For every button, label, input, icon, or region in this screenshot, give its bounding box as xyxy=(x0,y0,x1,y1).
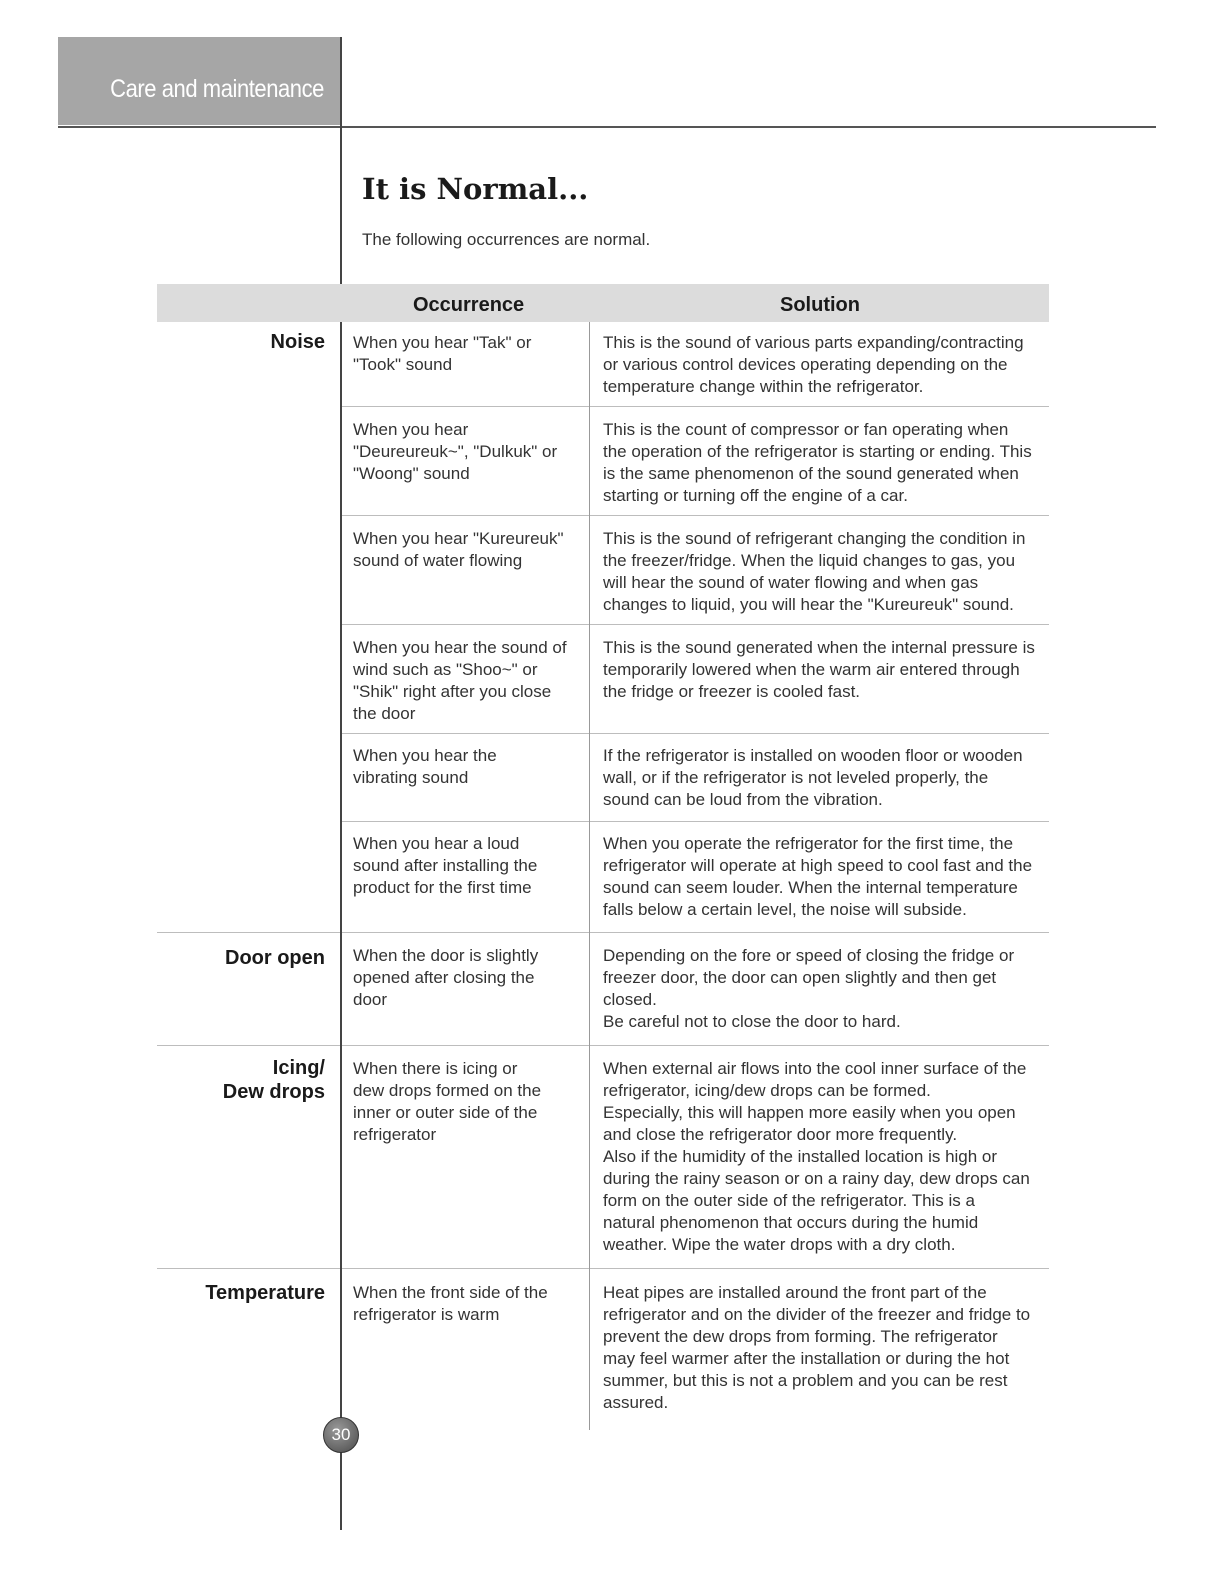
solution-line: form on the outer side of the refrigerator. This is a xyxy=(603,1191,975,1210)
occurrence-line: vibrating sound xyxy=(353,768,469,787)
page-number: 30 xyxy=(323,1417,359,1453)
solution-line: When external air flows into the cool inner surface of the xyxy=(603,1059,1027,1078)
solution-cell xyxy=(603,833,1053,921)
solution-line: Depending on the fore or speed of closing the fridge or xyxy=(603,946,1015,965)
row-separator xyxy=(342,1045,589,1046)
occurrence-cell xyxy=(353,332,583,376)
solution-line: When you operate the refrigerator for the first time, the xyxy=(603,834,1014,853)
occurrence-line: When the front side of the xyxy=(353,1283,548,1302)
category-separator xyxy=(157,932,340,933)
column-header-occurrence: Occurrence xyxy=(413,294,525,316)
solution-line: weather. Wipe the water drops with a dry cloth. xyxy=(603,1235,956,1254)
occurrence-line: door xyxy=(353,990,388,1009)
solution-line: and close the refrigerator door more frequently. xyxy=(603,1125,958,1144)
solution-line: closed. xyxy=(603,990,657,1009)
occurrence-line: the door xyxy=(353,704,416,723)
row-separator xyxy=(342,733,589,734)
occurrence-cell xyxy=(353,419,583,485)
occurrence-line: "Shik" right after you close xyxy=(353,682,552,701)
occurrence-line: "Took" sound xyxy=(353,355,453,374)
solution-line: will hear the sound of water flowing and when gas xyxy=(603,573,979,592)
occurrence-line: "Deureureuk~", "Dulkuk" or xyxy=(353,442,558,461)
column-header-solution: Solution xyxy=(780,294,860,316)
margin-rule xyxy=(340,37,342,1530)
solution-line: starting or turning off the engine of a car. xyxy=(603,486,908,505)
column-divider xyxy=(589,322,590,1430)
solution-cell xyxy=(603,1058,1053,1256)
row-separator xyxy=(590,1045,1049,1046)
solution-line: sound can be loud from the vibration. xyxy=(603,790,883,809)
page-title: It is Normal... xyxy=(362,172,589,206)
solution-line: may feel warmer after the installation or during the hot xyxy=(603,1349,1010,1368)
occurrence-cell xyxy=(353,833,583,899)
solution-line: natural phenomenon that occurs during the humid xyxy=(603,1213,979,1232)
solution-line: sound can seem louder. When the internal temperature xyxy=(603,878,1018,897)
occurrence-line: When you hear a loud xyxy=(353,834,520,853)
solution-line: If the refrigerator is installed on wooden floor or wooden xyxy=(603,746,1023,765)
occurrence-line: refrigerator xyxy=(353,1125,437,1144)
row-separator xyxy=(590,932,1049,933)
occurrence-line: "Woong" sound xyxy=(353,464,470,483)
category-icing-line1: Icing/ xyxy=(272,1057,325,1079)
solution-line: the fridge or freezer is cooled fast. xyxy=(603,682,861,701)
solution-line: refrigerator and on the divider of the freezer and fridge to xyxy=(603,1305,1031,1324)
row-separator xyxy=(342,515,589,516)
solution-line: freezer door, the door can open slightly and then get xyxy=(603,968,997,987)
category-temperature: Temperature xyxy=(205,1282,325,1304)
row-separator xyxy=(590,1268,1049,1269)
solution-cell xyxy=(603,637,1053,703)
intro-text: The following occurrences are normal. xyxy=(362,230,651,249)
solution-line: changes to liquid, you will hear the "Kureureuk" sound. xyxy=(603,595,1014,614)
solution-line: Especially, this will happen more easily when you open xyxy=(603,1103,1016,1122)
row-separator xyxy=(590,733,1049,734)
solution-line: the freezer/fridge. When the liquid changes to gas, you xyxy=(603,551,1016,570)
category-separator xyxy=(157,1268,340,1269)
section-tab-label: Care and maintenance xyxy=(110,75,324,103)
row-separator xyxy=(590,624,1049,625)
occurrence-line: opened after closing the xyxy=(353,968,535,987)
solution-line: This is the count of compressor or fan operating when xyxy=(603,420,1009,439)
occurrence-line: When you hear xyxy=(353,420,469,439)
table-header xyxy=(157,284,1049,322)
solution-line: prevent the dew drops from forming. The refrigerator xyxy=(603,1327,998,1346)
solution-line: Be careful not to close the door to hard. xyxy=(603,1012,901,1031)
solution-line: This is the sound of refrigerant changing the condition in xyxy=(603,529,1026,548)
category-door-open: Door open xyxy=(225,947,325,969)
occurrence-line: sound of water flowing xyxy=(353,551,523,570)
section-tab xyxy=(58,37,340,125)
row-separator xyxy=(342,932,589,933)
occurrence-line: When the door is slightly xyxy=(353,946,539,965)
occurrence-line: When you hear "Tak" or xyxy=(353,333,532,352)
solution-line: is the same phenomenon of the sound generated when xyxy=(603,464,1019,483)
row-separator xyxy=(590,406,1049,407)
solution-line: assured. xyxy=(603,1393,669,1412)
occurrence-line: When there is icing or xyxy=(353,1059,518,1078)
occurrence-line: sound after installing the xyxy=(353,856,538,875)
solution-line: refrigerator will operate at high speed to cool fast and the xyxy=(603,856,1033,875)
solution-line: during the rainy season or on a rainy day, dew drops can xyxy=(603,1169,1030,1188)
occurrence-line: refrigerator is warm xyxy=(353,1305,500,1324)
solution-line: summer, but this is not a problem and you can be rest xyxy=(603,1371,1008,1390)
solution-cell xyxy=(603,745,1053,811)
solution-line: temperature change within the refrigerator. xyxy=(603,377,924,396)
occurrence-cell xyxy=(353,528,583,572)
solution-cell xyxy=(603,1282,1053,1414)
solution-line: Heat pipes are installed around the front part of the xyxy=(603,1283,987,1302)
solution-cell xyxy=(603,528,1053,616)
row-separator xyxy=(342,821,589,822)
category-icing-line2: Dew drops xyxy=(222,1081,325,1103)
occurrence-line: When you hear the xyxy=(353,746,497,765)
solution-cell xyxy=(603,419,1053,507)
category-noise: Noise xyxy=(270,331,325,353)
row-separator xyxy=(342,624,589,625)
row-separator xyxy=(590,821,1049,822)
occurrence-cell xyxy=(353,745,583,789)
occurrence-cell xyxy=(353,945,583,1011)
occurrence-line: inner or outer side of the xyxy=(353,1103,538,1122)
occurrence-line: When you hear "Kureureuk" xyxy=(353,529,564,548)
solution-line: Also if the humidity of the installed location is high or xyxy=(603,1147,998,1166)
row-separator xyxy=(590,515,1049,516)
header-rule xyxy=(58,126,1156,128)
solution-line: or various control devices operating depending on the xyxy=(603,355,1008,374)
row-separator xyxy=(342,1268,589,1269)
occurrence-line: product for the first time xyxy=(353,878,532,897)
occurrence-line: dew drops formed on the xyxy=(353,1081,542,1100)
occurrence-cell xyxy=(353,637,583,725)
solution-line: This is the sound generated when the internal pressure is xyxy=(603,638,1035,657)
category-separator xyxy=(157,1045,340,1046)
occurrence-line: When you hear the sound of xyxy=(353,638,567,657)
category-icing xyxy=(223,1056,325,1104)
solution-line: refrigerator, icing/dew drops can be formed. xyxy=(603,1081,931,1100)
occurrence-cell xyxy=(353,1282,583,1326)
occurrence-line: wind such as "Shoo~" or xyxy=(353,660,538,679)
solution-cell xyxy=(603,945,1053,1033)
solution-line: the operation of the refrigerator is starting or ending. This xyxy=(603,442,1032,461)
solution-cell xyxy=(603,332,1053,398)
row-separator xyxy=(342,406,589,407)
solution-line: This is the sound of various parts expanding/contracting xyxy=(603,333,1024,352)
solution-line: falls below a certain level, the noise will subside. xyxy=(603,900,967,919)
solution-line: wall, or if the refrigerator is not leveled properly, the xyxy=(603,768,989,787)
occurrence-cell xyxy=(353,1058,583,1146)
solution-line: temporarily lowered when the warm air entered through xyxy=(603,660,1020,679)
